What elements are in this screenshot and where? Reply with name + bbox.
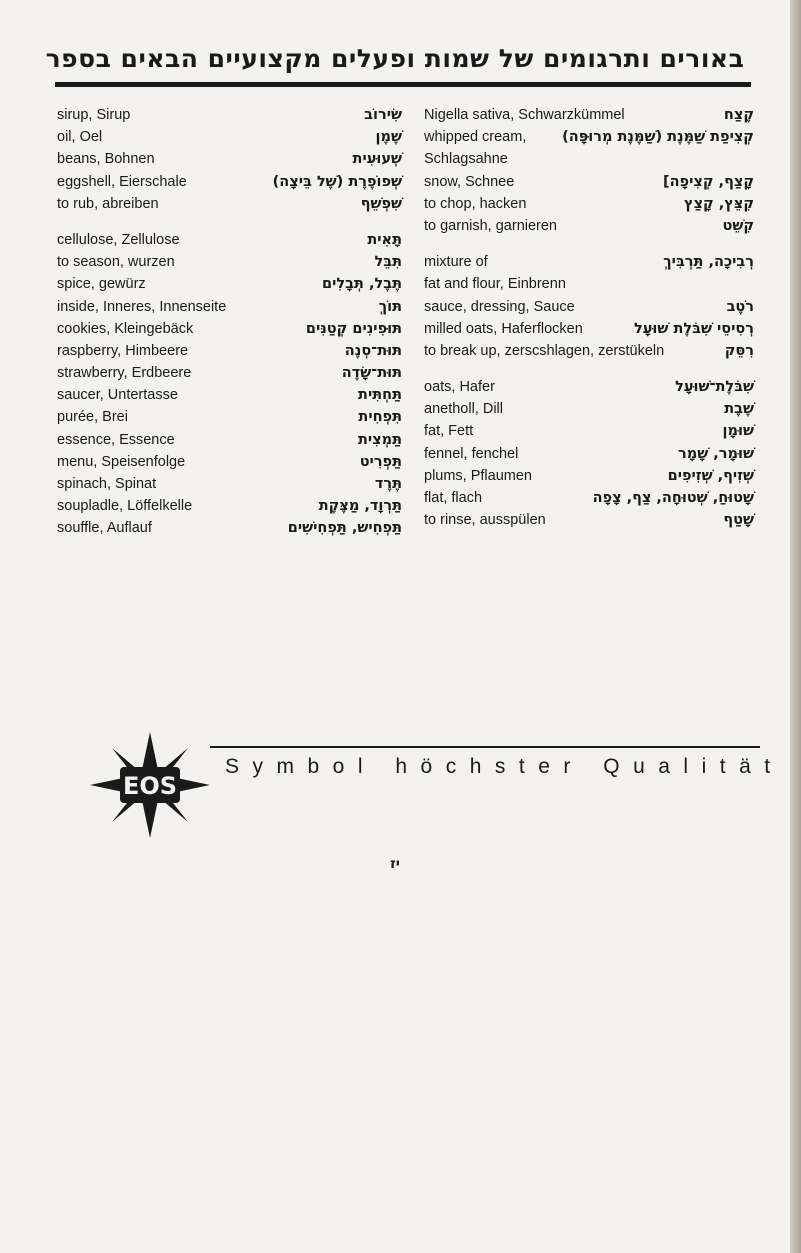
entry-english: saucer, Untertasse [57,387,178,404]
glossary-entry [424,193,754,215]
entry-english: oil, Oel [57,129,103,146]
footer-rule [210,746,760,748]
slogan: Symbol höchster Qualität [225,755,784,778]
glossary-entry [57,384,402,406]
entry-english: essence, Essence [57,431,175,448]
entry-english: whipped cream, [424,129,527,146]
entry-hebrew: תֶּרֶד [374,476,402,492]
glossary-entry [57,104,402,126]
entry-english: to chop, hacken [424,195,527,212]
entry-english: snow, Schnee [424,173,515,190]
glossary-entry [424,340,754,362]
entry-english: flat, flach [424,490,483,506]
entry-english: soupladle, Löffelkelle [57,498,193,515]
glossary-entry [57,126,402,148]
right-column [424,104,754,545]
glossary-entry [57,451,402,473]
right-group-3 [424,376,754,531]
entry-hebrew: שְׁזִיף, שְׁזִיפִים [667,467,754,484]
entry-english: spinach, Spinat [57,476,157,492]
entry-hebrew: שׁוּמָן [722,423,754,440]
entry-hebrew: קָצַף, קְצִיפָה] [662,173,754,190]
entry-english: cookies, Kleingebäck [57,320,194,337]
glossary-entry [424,251,754,273]
entry-hebrew: תָּאִית [367,231,402,248]
glossary-entry [57,517,402,539]
entry-english: Nigella sativa, Schwarzkümmel [424,107,625,123]
entry-hebrew: שִׁבֹּלֶת־שׁוּעָל [675,379,754,396]
left-group-2 [57,229,402,540]
header-rule [55,82,751,87]
entry-hebrew: קִצֵּץ, קָצַץ [683,195,754,212]
entry-english: fennel, fenchel [424,445,519,462]
glossary-entry [424,215,754,237]
glossary-entry [57,318,402,340]
entry-hebrew: רֹטֶב [726,298,754,315]
entry-english: fat, Fett [424,423,474,440]
entry-hebrew: תַּמְצִית [357,431,402,448]
entry-english: to garnish, garnieren [424,217,557,234]
glossary-entry [424,443,754,465]
glossary-entry [424,487,754,509]
glossary-entry [57,340,402,362]
glossary-entry [57,193,402,215]
glossary-entry [57,495,402,517]
eos-logo [90,730,210,840]
entry-english: oats, Hafer [424,379,495,396]
logo-text: EOS [122,772,178,800]
glossary-entry [57,406,402,428]
entry-english: fat and flour, Einbrenn [424,276,566,293]
left-group-1 [57,104,402,215]
entry-english: to rub, abreiben [57,195,159,212]
entry-hebrew: תַּפְרִיט [359,453,402,470]
entry-hebrew: תּוֹךְ [378,298,402,315]
entry-english: sauce, dressing, Sauce [424,298,575,315]
entry-hebrew: תִּפְחִית [358,409,402,426]
entry-hebrew: תַּחְתִּית [358,387,402,404]
entry-hebrew: שִׁפְשֵׁף [360,195,402,212]
entry-hebrew: תֶּבֶל, תְּבָלִים [322,276,402,293]
glossary-entry [57,148,402,170]
entry-hebrew: קִשֵּׁט [722,217,754,234]
entry-english: cellulose, Zellulose [57,231,180,248]
glossary-entry [424,273,754,295]
entry-hebrew: שִׂירוֹב [364,107,402,123]
entry-english: eggshell, Eierschale [57,173,187,190]
entry-english: to rinse, ausspülen [424,512,546,529]
entry-hebrew: תַּפְחִיש, תַּפְחִישִׁים [287,520,402,537]
glossary-entry [424,398,754,420]
entry-english: raspberry, Himbeere [57,342,189,359]
glossary-entry [57,251,402,273]
entry-english: purée, Brei [57,409,128,426]
glossary-entry [57,171,402,193]
entry-hebrew: שָׁטַף [723,512,754,529]
glossary-entry [424,148,754,170]
entry-hebrew: שׁוּמָר, שָׁמָר [678,445,754,462]
glossary-entry [57,229,402,251]
glossary-entry [424,420,754,442]
entry-hebrew: רְסִיסֵי שִׁבֹּלֶת שׁוּעָל [634,320,754,337]
right-group-2 [424,251,754,362]
entry-hebrew: תִּבֵּל [374,254,402,271]
entry-hebrew: שֶׁבֶת [724,401,754,418]
entry-english: anetholl, Dill [424,401,503,418]
entry-english: mixture of [424,254,488,271]
page-edge [790,0,801,1253]
entry-hebrew: קֶצַח [723,107,754,123]
entry-english: sirup, Sirup [57,107,131,123]
entry-hebrew: תּוּת־סְנֶה [344,342,402,359]
entry-hebrew: רְבִיכָה, תַּרְבִּיךְ [663,254,754,271]
entry-hebrew: שְׁפוֹפֶרֶת (שֶׁל בֵּיצָה) [272,173,402,190]
glossary-entry [424,296,754,318]
glossary-entry [424,318,754,340]
glossary-entry [57,429,402,451]
entry-english: menu, Speisenfolge [57,453,186,470]
entry-english: spice, gewürz [57,276,146,293]
glossary-entry [57,296,402,318]
glossary-entry [57,273,402,295]
left-column [57,104,402,554]
entry-english: plums, Pflaumen [424,467,532,484]
entry-english: souffle, Auflauf [57,520,152,537]
entry-english: Schlagsahne [424,151,508,168]
glossary-entry [57,362,402,384]
entry-hebrew: רִסֵּק [724,342,754,359]
page-number: יז [390,856,400,872]
entry-hebrew: קְצִיפַת שַׁמֶּנֶת (שַׁמֶּנֶת מְרוּפָּה) [562,129,754,146]
glossary-entry [424,376,754,398]
entry-hebrew: תּוּפִינִים קְטַנִּים [305,320,402,337]
glossary-entry [424,126,754,148]
right-group-1 [424,104,754,237]
entry-hebrew: תַּרְוָד, מַצֶּקֶת [318,498,402,515]
entry-hebrew: שְׁעוּעִית [352,151,402,168]
glossary-entry [424,465,754,487]
glossary-entry [424,509,754,531]
entry-english: to break up, zerscshlagen, zerstükeln [424,342,665,359]
glossary-entry [57,473,402,495]
entry-english: beans, Bohnen [57,151,155,168]
entry-english: strawberry, Erdbeere [57,365,192,382]
entry-english: inside, Inneres, Innenseite [57,298,227,315]
glossary-entry [424,171,754,193]
entry-english: to season, wurzen [57,254,175,271]
page-title: באורים ותרגומים של שמות ופעלים מקצועיים הבאים בספר [45,44,745,73]
entry-hebrew: שֶׁמֶן [375,129,402,146]
entry-hebrew: שָׁטוּחַ, שְׁטוּחָה, צַף, צָפָה [592,490,754,506]
entry-hebrew: תּוּת־שָׂדֶה [341,365,402,382]
entry-english: milled oats, Haferflocken [424,320,583,337]
glossary-entry [424,104,754,126]
